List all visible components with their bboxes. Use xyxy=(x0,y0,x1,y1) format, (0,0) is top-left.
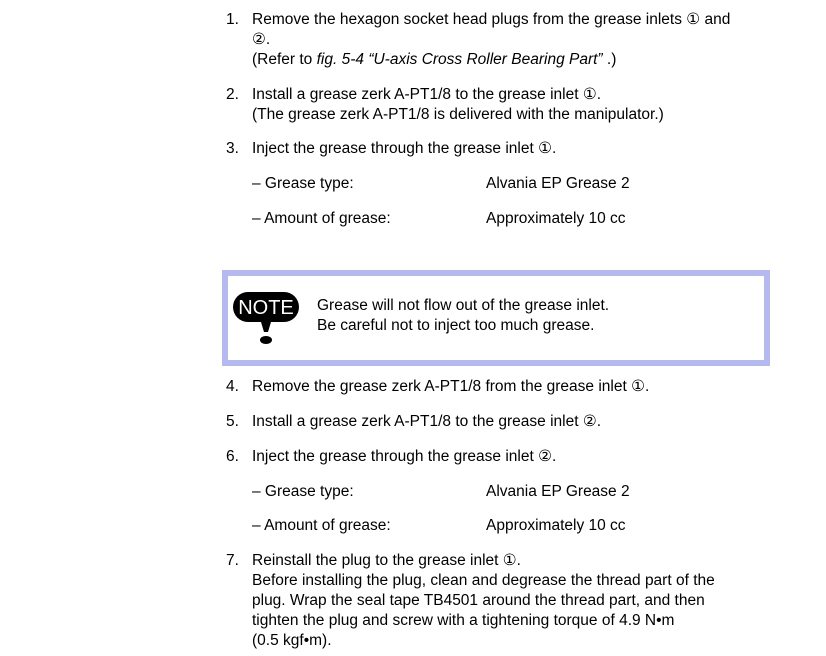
figure-reference xyxy=(252,50,782,70)
step-line: ②. xyxy=(252,31,271,48)
step-number: 2. xyxy=(226,86,239,103)
step-number: 4. xyxy=(226,378,239,395)
step-number: 3. xyxy=(226,140,239,157)
step-line: plug. Wrap the seal tape TB4501 around the thread part, and then xyxy=(252,592,705,609)
spec-value: Alvania EP Grease 2 xyxy=(486,483,630,500)
step-text xyxy=(252,447,782,467)
step-line: (The grease zerk A-PT1/8 is delivered with the manipulator.) xyxy=(252,106,664,123)
spec-label: – Grease type: xyxy=(252,175,354,192)
step-line: tighten the plug and screw with a tightening torque of 4.9 N•m xyxy=(252,612,675,629)
step-number: 6. xyxy=(226,448,239,465)
step-number: 1. xyxy=(226,11,239,28)
note-line: Be careful not to inject too much grease. xyxy=(317,317,595,334)
spec-label: – Grease type: xyxy=(252,483,354,500)
reference-prefix: (Refer to xyxy=(252,51,317,68)
step-line: Reinstall the plug to the grease inlet ①. xyxy=(252,552,521,569)
step-line: Inject the grease through the grease inlet ①. xyxy=(252,140,557,157)
step-text xyxy=(252,85,782,125)
step-line: Install a grease zerk A-PT1/8 to the grease inlet ①. xyxy=(252,86,602,103)
spec-value: Approximately 10 cc xyxy=(486,517,626,534)
step-line: Before installing the plug, clean and degrease the thread part of the xyxy=(252,572,715,589)
note-text xyxy=(317,296,757,336)
step-line: (0.5 kgf•m). xyxy=(252,632,332,649)
step-text xyxy=(252,10,782,70)
note-badge-label: NOTE xyxy=(238,297,294,319)
reference-suffix: .) xyxy=(602,51,617,68)
figure-number: fig. 5-4 xyxy=(316,51,364,68)
note-badge-dot xyxy=(260,336,272,344)
step-number: 5. xyxy=(226,413,239,430)
step-line: Inject the grease through the grease inlet ②. xyxy=(252,448,557,465)
step-line: Remove the grease zerk A-PT1/8 from the grease inlet ①. xyxy=(252,378,650,395)
step-text xyxy=(252,377,782,397)
note-badge-stem xyxy=(261,322,271,332)
step-text xyxy=(252,412,782,432)
step-text xyxy=(252,551,782,651)
figure-title: “U-axis Cross Roller Bearing Part” xyxy=(368,51,603,68)
step-line: Install a grease zerk A-PT1/8 to the grease inlet ②. xyxy=(252,413,602,430)
step-number: 7. xyxy=(226,552,239,569)
spec-label: – Amount of grease: xyxy=(252,517,391,534)
note-icon xyxy=(232,292,300,346)
spec-value: Approximately 10 cc xyxy=(486,210,626,227)
note-line: Grease will not flow out of the grease inlet. xyxy=(317,297,610,314)
step-text xyxy=(252,139,782,159)
spec-label: – Amount of grease: xyxy=(252,210,391,227)
spec-value: Alvania EP Grease 2 xyxy=(486,175,630,192)
step-line: Remove the hexagon socket head plugs from the grease inlets ① and xyxy=(252,11,731,28)
